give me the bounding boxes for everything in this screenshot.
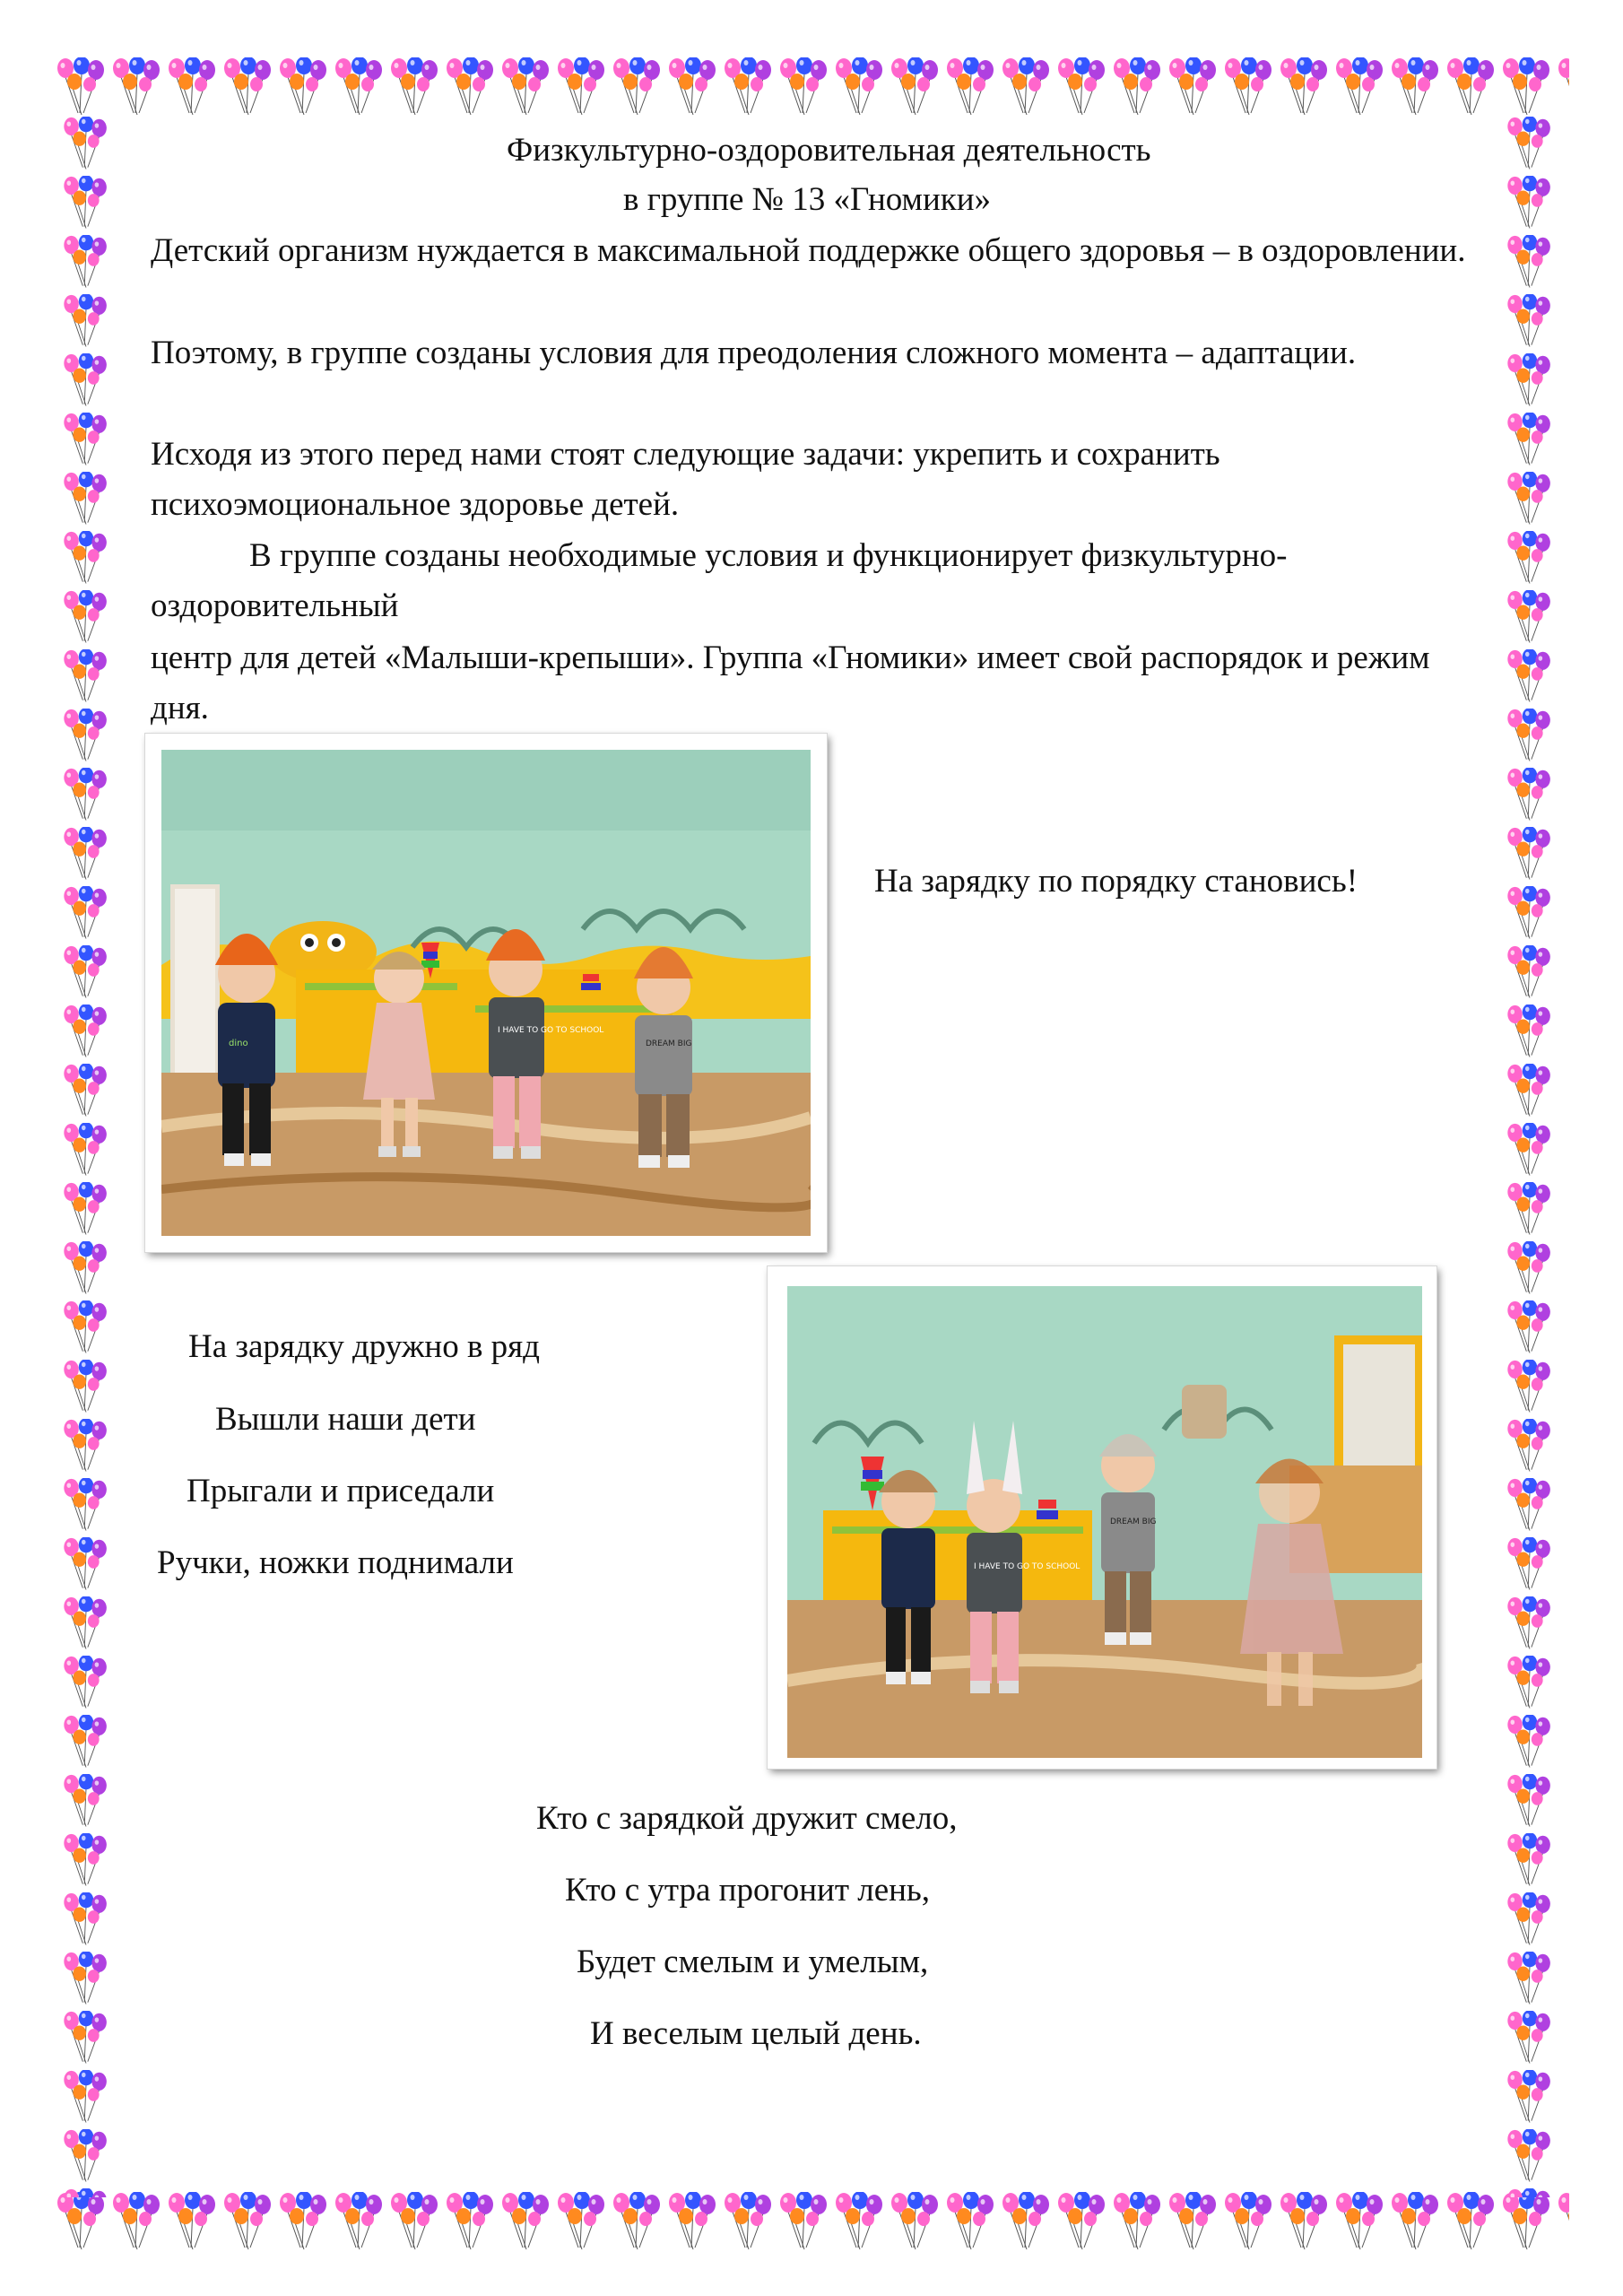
photo-morning-exercise-2 — [768, 1266, 1436, 1769]
balloons-icon — [54, 117, 126, 2197]
paragraph-3: Исходя из этого перед нами стоят следующие задачи: укрепить и сохранить психоэмоциональное здоровье детей. — [151, 436, 1220, 523]
balloons-icon — [54, 54, 1569, 126]
balloon-border-left — [54, 117, 126, 2197]
shirt-text: I HAVE TO GO TO SCHOOL — [974, 1562, 1081, 1571]
verse-1-line-1: На зарядку дружно в ряд — [188, 1328, 541, 1365]
balloon-border-top — [54, 54, 1569, 126]
balloon-border-right — [1497, 117, 1569, 2197]
paragraph-5: центр для детей «Малыши-крепыши». Группа «Гномики» имеет свой распорядок и режим дня. — [151, 639, 1430, 726]
verse-1-line-3: Прыгали и приседали — [187, 1473, 495, 1509]
page-title-line-2: в группе № 13 «Гномики» — [623, 181, 992, 218]
verse-1-line-2: Вышли наши дети — [215, 1401, 476, 1438]
children-exercise-photo — [161, 750, 811, 1236]
photo-morning-exercise-1 — [145, 734, 827, 1252]
page-title-line-1: Физкультурно-оздоровительная деятельность — [507, 132, 1151, 169]
shirt-text: I HAVE TO GO TO SCHOOL — [498, 1026, 604, 1035]
photo-caption-1: На зарядку по порядку становись! — [874, 863, 1358, 900]
paragraph-1: Детский организм нуждается в максимальной поддержке общего здоровья – в оздоровлении. — [151, 232, 1466, 269]
svg-text:dino: dino — [229, 1039, 248, 1048]
shirt-text: DREAM BIG — [1110, 1518, 1157, 1526]
balloons-icon — [1497, 117, 1569, 2197]
verse-2-line-4: И веселым целый день. — [590, 2015, 922, 2052]
verse-2-line-2: Кто с утра прогонит лень, — [565, 1872, 931, 1909]
verse-2-line-1: Кто с зарядкой дружит смело, — [536, 1800, 958, 1837]
verse-1-line-4: Ручки, ножки поднимали — [157, 1544, 514, 1581]
balloon-border-bottom — [54, 2188, 1569, 2260]
paragraph-4: В группе созданы необходимые условия и функционирует физкультурно-оздоровительный — [151, 537, 1288, 624]
balloons-icon — [54, 2188, 1569, 2260]
children-exercise-photo — [787, 1286, 1422, 1758]
paragraph-2: Поэтому, в группе созданы условия для преодоления сложного момента – адаптации. — [151, 335, 1357, 371]
shirt-text: DREAM BIG — [646, 1039, 692, 1048]
verse-2-line-3: Будет смелым и умелым, — [577, 1944, 929, 1980]
